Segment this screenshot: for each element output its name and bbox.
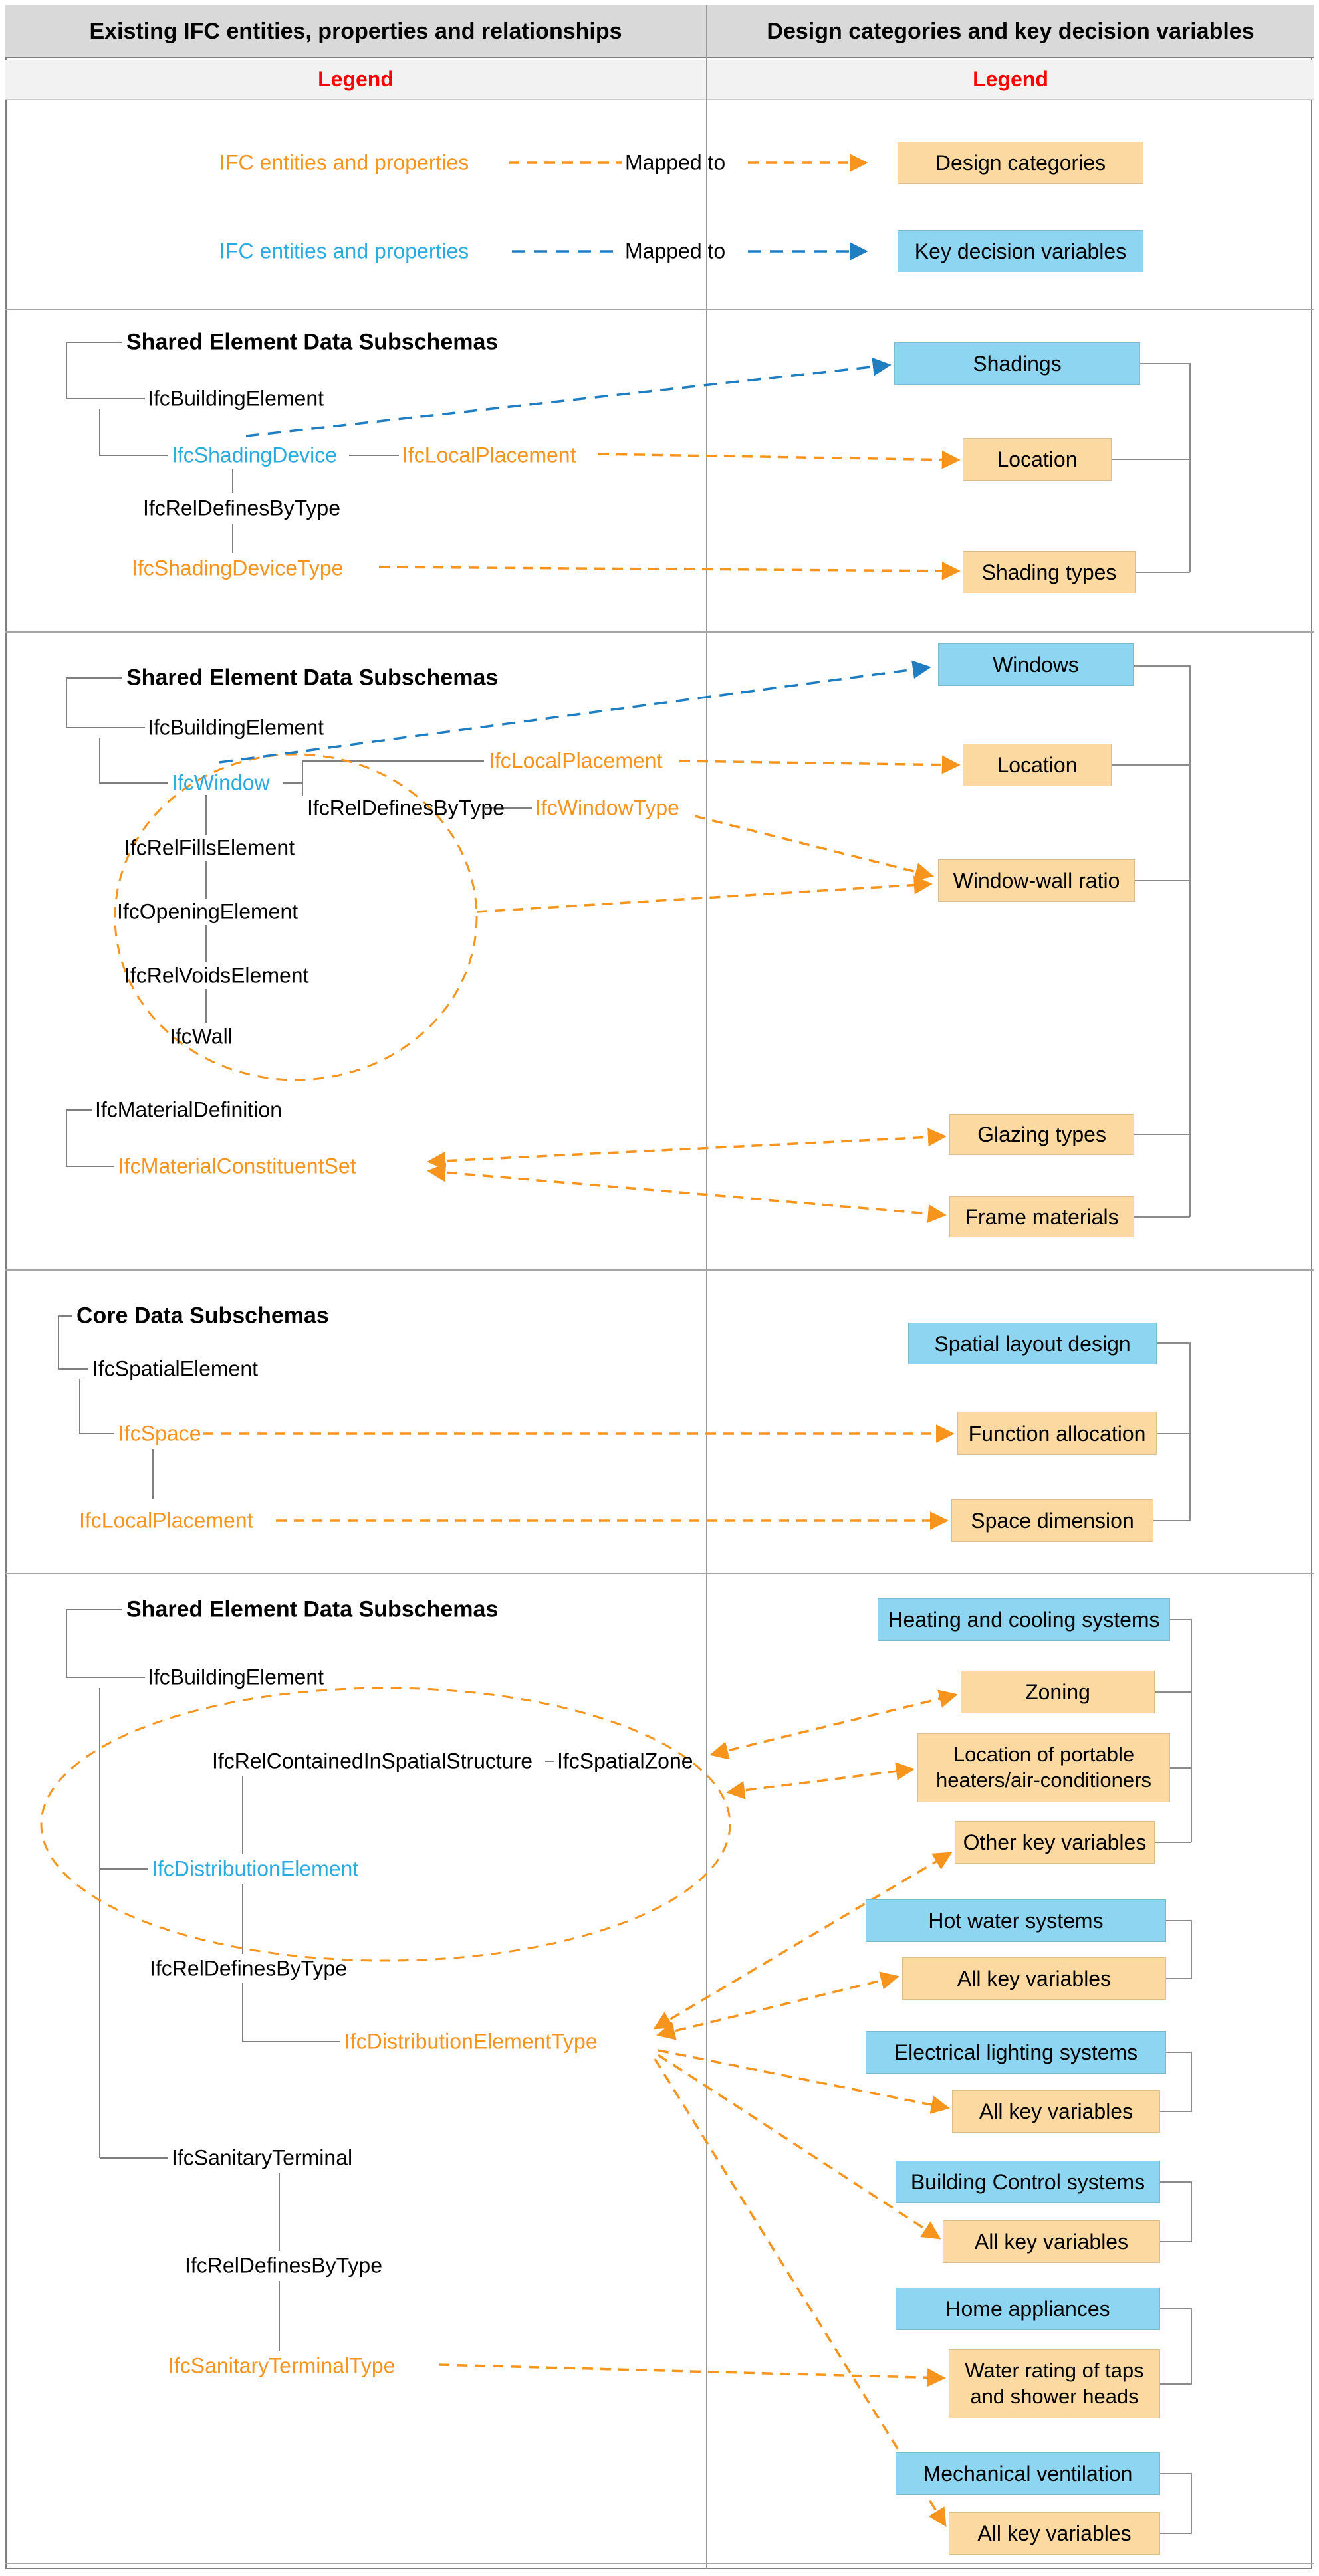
entity-ifcspatialzone: IfcSpatialZone xyxy=(557,1749,693,1773)
entity-ifclocalplacement-2: IfcLocalPlacement xyxy=(489,748,663,773)
variable-box-zoning: Zoning xyxy=(961,1671,1155,1713)
legend-relation-blue: Mapped to xyxy=(625,239,726,263)
entity-ifcwall: IfcWall xyxy=(170,1024,233,1049)
variable-box-all-key-variables-3: All key variables xyxy=(943,2220,1160,2263)
legend-source-blue: IFC entities and properties xyxy=(219,239,469,263)
column-header-left: Existing IFC entities, properties and relationships xyxy=(89,18,622,44)
category-box-hot-water: Hot water systems xyxy=(866,1899,1166,1942)
variable-box-space-dimension: Space dimension xyxy=(951,1499,1153,1542)
entity-ifcbuildingelement-1: IfcBuildingElement xyxy=(148,386,324,411)
entity-ifcreldefinesbytype-1: IfcRelDefinesByType xyxy=(143,496,341,520)
category-box-heating-cooling: Heating and cooling systems xyxy=(878,1598,1170,1641)
category-box-home-appliances: Home appliances xyxy=(896,2288,1160,2330)
entity-ifcdistributionelementtype: IfcDistributionElementType xyxy=(344,2029,598,2054)
variable-box-glazing-types: Glazing types xyxy=(949,1114,1134,1155)
section-title-windows: Shared Element Data Subschemas xyxy=(126,665,499,691)
entity-ifcmaterialconstituentset: IfcMaterialConstituentSet xyxy=(118,1154,356,1178)
variable-box-location-2: Location xyxy=(963,744,1112,786)
legend-relation-orange: Mapped to xyxy=(625,150,726,175)
entity-ifcspace: IfcSpace xyxy=(118,1421,201,1446)
entity-ifcreldefinesbytype-2: IfcRelDefinesByType xyxy=(307,796,505,820)
category-box-windows: Windows xyxy=(938,643,1134,686)
entity-ifcmaterialdefinition: IfcMaterialDefinition xyxy=(95,1097,282,1122)
entity-ifcshadingdevicetype: IfcShadingDeviceType xyxy=(132,556,344,580)
entity-ifcdistributionelement: IfcDistributionElement xyxy=(152,1856,359,1881)
legend-box-design-categories: Design categories xyxy=(898,142,1143,184)
variable-box-water-rating: Water rating of taps and shower heads xyxy=(949,2349,1160,2418)
entity-ifcreldefinesbytype-4: IfcRelDefinesByType xyxy=(185,2253,383,2278)
entity-ifcwindow: IfcWindow xyxy=(172,770,270,795)
variable-box-portable-heaters: Location of portable heaters/air-conditioners xyxy=(917,1733,1170,1802)
category-box-shadings: Shadings xyxy=(894,342,1140,385)
entity-ifcsanitaryterminaltype: IfcSanitaryTerminalType xyxy=(168,2353,396,2378)
variable-box-other-key-variables: Other key variables xyxy=(955,1821,1155,1864)
entity-ifclocalplacement-3: IfcLocalPlacement xyxy=(79,1508,253,1533)
legend-source-orange: IFC entities and properties xyxy=(219,150,469,175)
entity-ifcsanitaryterminal: IfcSanitaryTerminal xyxy=(172,2145,353,2170)
variable-box-all-key-variables-2: All key variables xyxy=(952,2090,1160,2133)
variable-box-all-key-variables-1: All key variables xyxy=(902,1957,1166,2000)
variable-box-shading-types: Shading types xyxy=(963,551,1136,593)
entity-ifcrelcontainedinspatialstructure: IfcRelContainedInSpatialStructure xyxy=(212,1749,533,1773)
entity-ifclocalplacement-1: IfcLocalPlacement xyxy=(402,443,576,467)
entity-ifcspatialelement: IfcSpatialElement xyxy=(92,1356,259,1381)
entity-ifcreldefinesbytype-3: IfcRelDefinesByType xyxy=(150,1956,348,1981)
variable-box-function-allocation: Function allocation xyxy=(957,1412,1157,1455)
section-title-mep: Shared Element Data Subschemas xyxy=(126,1596,499,1622)
entity-ifcwindowtype: IfcWindowType xyxy=(535,796,679,820)
category-box-mechanical-ventilation: Mechanical ventilation xyxy=(896,2452,1160,2495)
entity-ifcbuildingelement-2: IfcBuildingElement xyxy=(148,715,324,740)
variable-box-frame-materials: Frame materials xyxy=(949,1196,1134,1237)
entity-ifcbuildingelement-3: IfcBuildingElement xyxy=(148,1665,324,1689)
variable-box-window-wall-ratio: Window-wall ratio xyxy=(938,859,1135,902)
entity-ifcopeningelement: IfcOpeningElement xyxy=(117,899,299,924)
variable-box-all-key-variables-4: All key variables xyxy=(949,2512,1160,2555)
legend-label-right: Legend xyxy=(973,67,1048,91)
variable-box-location-1: Location xyxy=(963,438,1112,481)
entity-ifcrelvoidselement: IfcRelVoidsElement xyxy=(124,963,309,988)
category-box-electrical-lighting: Electrical lighting systems xyxy=(866,2031,1166,2074)
category-box-spatial-layout-design: Spatial layout design xyxy=(908,1323,1157,1364)
entity-ifcrelfillselement: IfcRelFillsElement xyxy=(124,835,295,860)
entity-ifcshadingdevice: IfcShadingDevice xyxy=(172,443,338,467)
column-header-right: Design categories and key decision variables xyxy=(767,18,1255,44)
section-title-core: Core Data Subschemas xyxy=(76,1303,329,1329)
category-box-building-control: Building Control systems xyxy=(896,2161,1160,2203)
legend-box-key-decision-variables: Key decision variables xyxy=(898,230,1143,272)
legend-label-left: Legend xyxy=(318,67,394,91)
section-title-shadings: Shared Element Data Subschemas xyxy=(126,329,499,355)
